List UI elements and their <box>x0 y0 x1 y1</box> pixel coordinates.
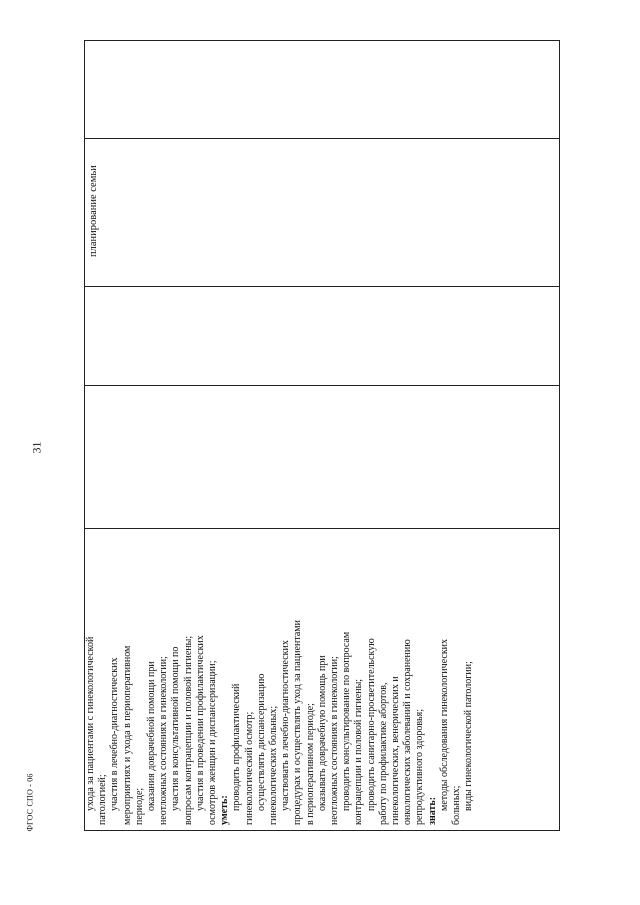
text-line: проводить профилактический <box>231 683 243 811</box>
text-line: методы обследования гинекологических <box>438 638 450 811</box>
text-line: проводить санитарно-просветительскую <box>365 638 377 811</box>
text-line: уметь: <box>219 795 231 825</box>
competency-text <box>85 525 476 829</box>
text-line: ухода за пациентами с гинекологической <box>85 636 96 811</box>
text-line: неотложных состояниях в гинекологии; <box>158 656 170 825</box>
text-line: процедурах и осуществлять уход за пациентами <box>292 620 304 825</box>
text-line: виды гинекологической патологии; <box>463 661 475 811</box>
text-line: репродуктивного здоровья; <box>414 709 426 825</box>
table-column-5 <box>85 41 559 138</box>
text-line: гинекологических больных; <box>268 705 280 825</box>
text-line: в периоперативном периоде; <box>304 703 316 825</box>
competency-table <box>84 40 560 831</box>
text-line: проводить консультирование по вопросам <box>341 631 353 811</box>
document-code: ФГОС СПО - 06 <box>25 773 35 832</box>
text-line: больных; <box>451 785 463 825</box>
text-line: неотложных состояниях в гинекологии; <box>329 656 341 825</box>
text-line: участия в лечебно-диагностических <box>109 657 121 811</box>
text-line: знать: <box>426 796 438 825</box>
text-line: работу по профилактике абортов, <box>377 682 389 825</box>
text-line: участия в консультативной помощи по <box>170 646 182 811</box>
page-number: 31 <box>29 441 44 454</box>
table-column-4 <box>85 138 559 286</box>
text-line: контрацепции и половой гигиены; <box>353 678 365 825</box>
text-line: гинекологических, венерических и <box>390 676 402 825</box>
table-column-3 <box>85 286 559 385</box>
text-line: патологией; <box>97 774 109 825</box>
text-line: осмотров женщин и диспансеризации; <box>207 660 219 825</box>
text-line: периоде; <box>133 787 145 825</box>
table-column-1 <box>85 528 559 832</box>
text-line: оказывать доврачебную помощь при <box>316 655 328 811</box>
text-line: участия в проведении профилактических <box>194 635 206 811</box>
text-line: участвовать в лечебно-диагностических <box>280 640 292 811</box>
text-line: вопросам контрацепции и половой гигиены; <box>182 635 194 825</box>
text-line: онкологических заболеваний и сохранению <box>402 639 414 825</box>
text-line: мероприятиях и ухода в периоперативном <box>121 645 133 825</box>
column-4-text: планирование семьи <box>88 165 99 257</box>
text-line: гинекологический осмотр; <box>243 711 255 825</box>
text-line: оказания доврачебной помощи при <box>146 661 158 811</box>
text-line: осуществлять диспансеризацию <box>255 673 267 811</box>
table-column-2 <box>85 385 559 528</box>
